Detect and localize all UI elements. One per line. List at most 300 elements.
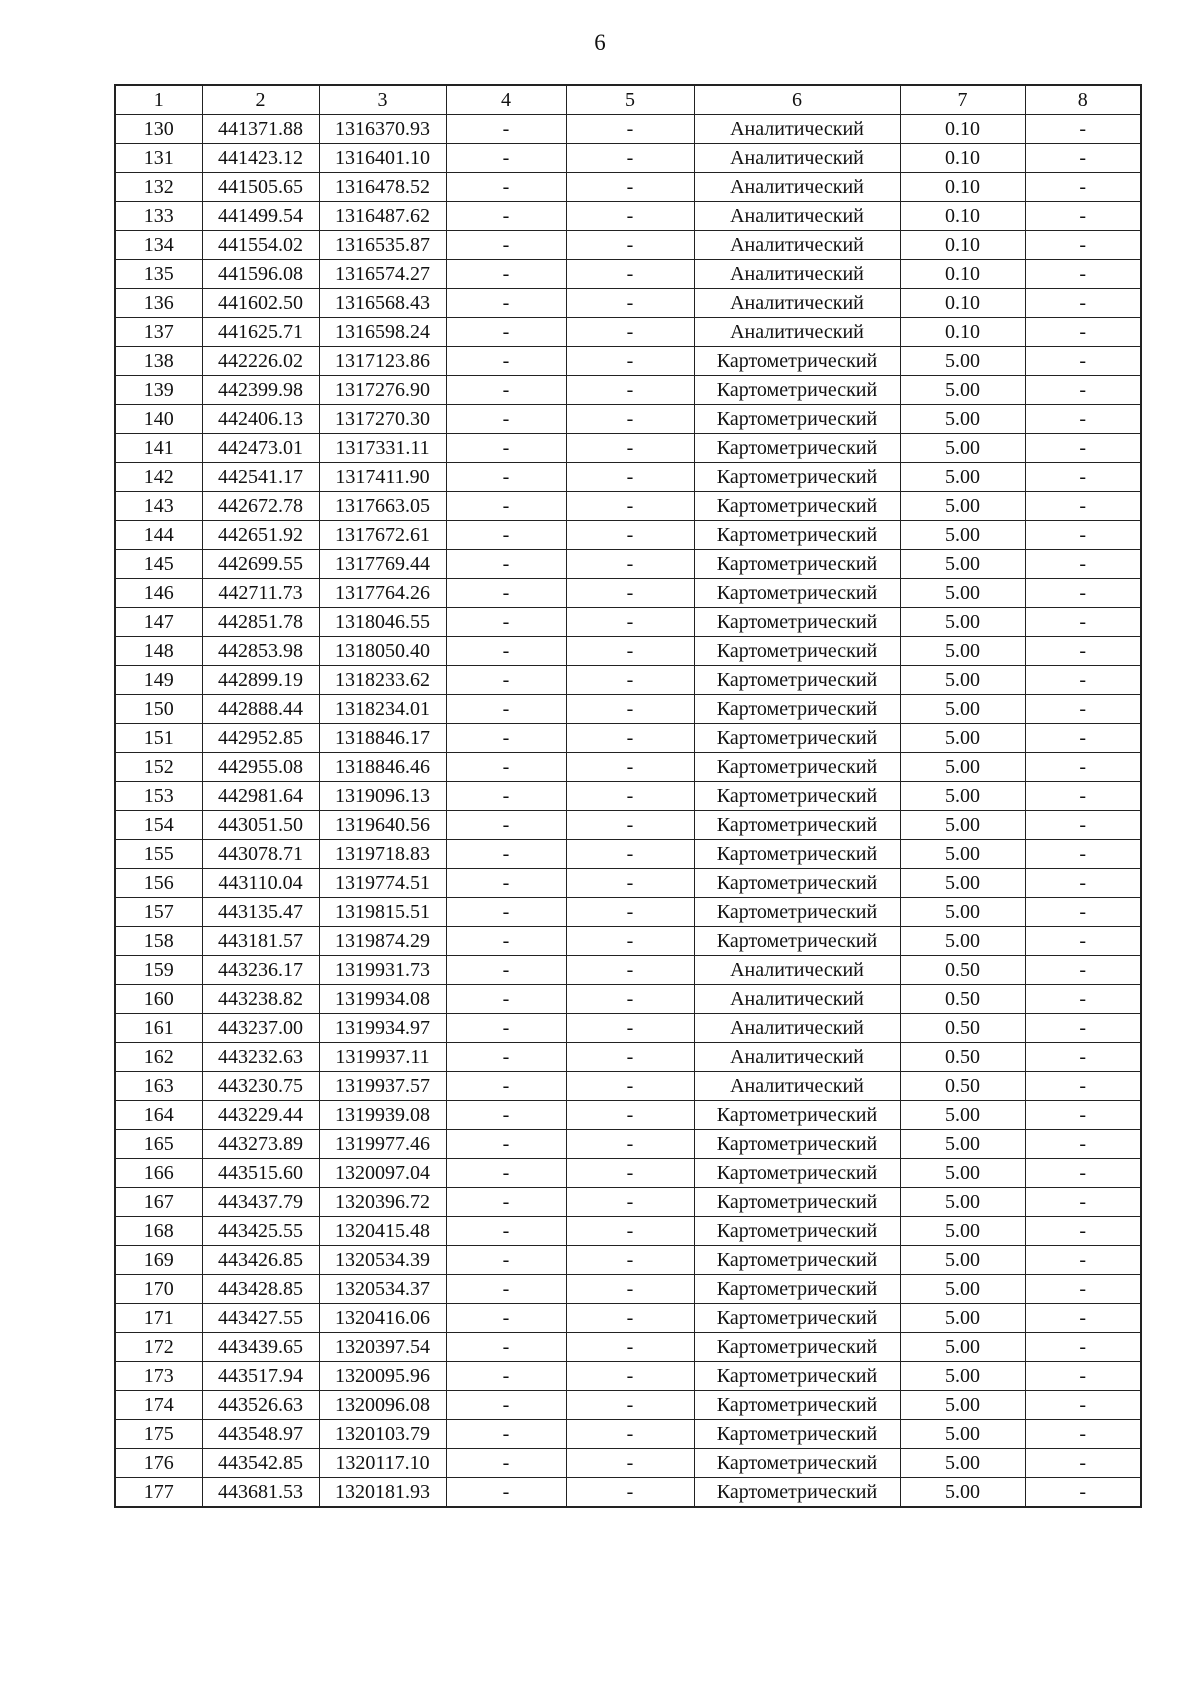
table-cell: 443425.55 [202, 1217, 319, 1246]
column-header-4: 4 [446, 85, 566, 115]
table-cell: - [566, 666, 694, 695]
table-cell: - [446, 434, 566, 463]
table-cell: - [446, 202, 566, 231]
table-cell: - [446, 173, 566, 202]
table-cell: - [1025, 1217, 1141, 1246]
table-cell: Картометрический [694, 376, 900, 405]
table-cell: - [446, 1246, 566, 1275]
table-row [115, 318, 1141, 347]
table-cell: - [446, 1275, 566, 1304]
table-row [115, 1246, 1141, 1275]
table-row [115, 376, 1141, 405]
table-cell: 5.00 [900, 927, 1025, 956]
table-cell: 158 [115, 927, 202, 956]
table-cell: 0.10 [900, 115, 1025, 144]
table-cell: Аналитический [694, 202, 900, 231]
table-cell: 442541.17 [202, 463, 319, 492]
table-cell: 0.50 [900, 956, 1025, 985]
table-cell: 1319774.51 [319, 869, 446, 898]
table-cell: - [446, 347, 566, 376]
table-cell: 443548.97 [202, 1420, 319, 1449]
table-row [115, 666, 1141, 695]
table-cell: - [566, 724, 694, 753]
table-cell: Картометрический [694, 1217, 900, 1246]
table-cell: Аналитический [694, 1014, 900, 1043]
table-row [115, 1043, 1141, 1072]
table-cell: 152 [115, 753, 202, 782]
table-cell: 172 [115, 1333, 202, 1362]
table-cell: 443135.47 [202, 898, 319, 927]
table-cell: - [566, 1246, 694, 1275]
table-cell: - [446, 840, 566, 869]
table-cell: - [1025, 1362, 1141, 1391]
table-row [115, 521, 1141, 550]
table-cell: 157 [115, 898, 202, 927]
table-cell: Картометрический [694, 347, 900, 376]
table-cell: - [566, 434, 694, 463]
table-cell: 136 [115, 289, 202, 318]
table-cell: 5.00 [900, 869, 1025, 898]
table-cell: Аналитический [694, 231, 900, 260]
table-cell: 168 [115, 1217, 202, 1246]
table-row [115, 1420, 1141, 1449]
table-row [115, 1391, 1141, 1420]
table-cell: - [1025, 115, 1141, 144]
table-cell: - [1025, 608, 1141, 637]
table-cell: 443681.53 [202, 1478, 319, 1508]
table-row [115, 1217, 1141, 1246]
table-cell: - [566, 840, 694, 869]
table-row [115, 1188, 1141, 1217]
table-cell: 5.00 [900, 1101, 1025, 1130]
table-row [115, 173, 1141, 202]
table-cell: 441371.88 [202, 115, 319, 144]
table-cell: - [1025, 173, 1141, 202]
table-cell: - [1025, 521, 1141, 550]
table-row [115, 492, 1141, 521]
table-row [115, 231, 1141, 260]
table-cell: - [1025, 1130, 1141, 1159]
table-row [115, 1362, 1141, 1391]
table-cell: 139 [115, 376, 202, 405]
table-cell: 176 [115, 1449, 202, 1478]
table-cell: - [1025, 434, 1141, 463]
table-cell: 441554.02 [202, 231, 319, 260]
table-row [115, 260, 1141, 289]
table-cell: Картометрический [694, 898, 900, 927]
table-cell: 0.10 [900, 289, 1025, 318]
table-row [115, 463, 1141, 492]
table-cell: - [446, 115, 566, 144]
table-row [115, 811, 1141, 840]
table-cell: 1318050.40 [319, 637, 446, 666]
table-cell: Аналитический [694, 260, 900, 289]
table-cell: 149 [115, 666, 202, 695]
table-cell: - [446, 1304, 566, 1333]
table-cell: 130 [115, 115, 202, 144]
table-cell: 1320095.96 [319, 1362, 446, 1391]
table-cell: 1320415.48 [319, 1217, 446, 1246]
table-cell: - [1025, 811, 1141, 840]
table-cell: - [1025, 144, 1141, 173]
table-cell: 1316401.10 [319, 144, 446, 173]
table-cell: Картометрический [694, 492, 900, 521]
table-cell: 155 [115, 840, 202, 869]
table-cell: - [566, 521, 694, 550]
table-cell: - [446, 579, 566, 608]
table-cell: Картометрический [694, 1159, 900, 1188]
table-cell: 443542.85 [202, 1449, 319, 1478]
coordinates-table [114, 84, 1142, 1508]
column-header-7: 7 [900, 85, 1025, 115]
table-cell: - [1025, 579, 1141, 608]
table-cell: - [566, 811, 694, 840]
table-cell: 5.00 [900, 1449, 1025, 1478]
table-cell: 1320103.79 [319, 1420, 446, 1449]
table-cell: 171 [115, 1304, 202, 1333]
table-row [115, 1101, 1141, 1130]
table-cell: - [446, 724, 566, 753]
table-row [115, 579, 1141, 608]
table-cell: - [1025, 666, 1141, 695]
table-cell: Картометрический [694, 1246, 900, 1275]
table-cell: 5.00 [900, 579, 1025, 608]
table-cell: - [566, 1362, 694, 1391]
table-cell: 143 [115, 492, 202, 521]
table-cell: - [1025, 405, 1141, 434]
table-cell: 1316478.52 [319, 173, 446, 202]
table-cell: 443517.94 [202, 1362, 319, 1391]
table-cell: Картометрический [694, 1333, 900, 1362]
table-cell: - [566, 1391, 694, 1420]
table-cell: - [566, 347, 694, 376]
table-cell: - [566, 289, 694, 318]
table-row [115, 637, 1141, 666]
table-cell: - [1025, 202, 1141, 231]
table-row [115, 1072, 1141, 1101]
table-cell: - [446, 637, 566, 666]
table-cell: 5.00 [900, 695, 1025, 724]
table-cell: 1320117.10 [319, 1449, 446, 1478]
table-cell: 1318846.46 [319, 753, 446, 782]
table-cell: Картометрический [694, 1188, 900, 1217]
table-cell: - [446, 1420, 566, 1449]
table-cell: 5.00 [900, 666, 1025, 695]
table-cell: Картометрический [694, 1420, 900, 1449]
table-cell: 5.00 [900, 1420, 1025, 1449]
table-cell: - [1025, 1043, 1141, 1072]
table-cell: 1316598.24 [319, 318, 446, 347]
table-cell: - [566, 1449, 694, 1478]
table-cell: 442672.78 [202, 492, 319, 521]
table-row [115, 1130, 1141, 1159]
table-cell: - [446, 1362, 566, 1391]
table-cell: 1319718.83 [319, 840, 446, 869]
table-cell: 5.00 [900, 463, 1025, 492]
table-cell: - [1025, 1072, 1141, 1101]
table-cell: - [446, 1391, 566, 1420]
table-cell: - [446, 1014, 566, 1043]
column-header-5: 5 [566, 85, 694, 115]
table-cell: 442406.13 [202, 405, 319, 434]
table-cell: - [446, 463, 566, 492]
table-cell: - [566, 1101, 694, 1130]
table-cell: 170 [115, 1275, 202, 1304]
table-cell: 5.00 [900, 376, 1025, 405]
table-cell: Картометрический [694, 1130, 900, 1159]
table-cell: - [1025, 956, 1141, 985]
table-cell: - [566, 956, 694, 985]
table-row [115, 724, 1141, 753]
table-cell: 5.00 [900, 405, 1025, 434]
table-cell: - [566, 1188, 694, 1217]
table-cell: - [566, 492, 694, 521]
table-cell: Картометрический [694, 753, 900, 782]
table-row [115, 753, 1141, 782]
table-cell: 443238.82 [202, 985, 319, 1014]
table-cell: - [566, 927, 694, 956]
table-cell: 1319977.46 [319, 1130, 446, 1159]
table-cell: 1319934.97 [319, 1014, 446, 1043]
table-cell: Аналитический [694, 1043, 900, 1072]
table-cell: - [1025, 463, 1141, 492]
table-cell: - [566, 463, 694, 492]
table-cell: 1317411.90 [319, 463, 446, 492]
table-cell: - [566, 1014, 694, 1043]
table-cell: - [446, 695, 566, 724]
table-cell: - [1025, 289, 1141, 318]
table-cell: - [446, 666, 566, 695]
table-cell: Картометрический [694, 1275, 900, 1304]
table-cell: 151 [115, 724, 202, 753]
table-cell: 159 [115, 956, 202, 985]
table-cell: - [566, 1275, 694, 1304]
table-cell: 5.00 [900, 550, 1025, 579]
table-cell: - [566, 1333, 694, 1362]
table-cell: - [566, 1043, 694, 1072]
table-cell: 441602.50 [202, 289, 319, 318]
table-cell: 443237.00 [202, 1014, 319, 1043]
table-cell: 5.00 [900, 898, 1025, 927]
table-cell: 1318046.55 [319, 608, 446, 637]
table-cell: Картометрический [694, 695, 900, 724]
table-cell: 443229.44 [202, 1101, 319, 1130]
table-cell: Картометрический [694, 840, 900, 869]
table-cell: Аналитический [694, 1072, 900, 1101]
table-cell: 1320534.37 [319, 1275, 446, 1304]
table-row [115, 956, 1141, 985]
table-cell: 145 [115, 550, 202, 579]
table-cell: - [566, 608, 694, 637]
table-cell: 1320534.39 [319, 1246, 446, 1275]
table-cell: 144 [115, 521, 202, 550]
table-cell: 1319937.11 [319, 1043, 446, 1072]
table-cell: - [446, 260, 566, 289]
table-cell: - [1025, 1275, 1141, 1304]
table-cell: 1317672.61 [319, 521, 446, 550]
table-cell: 0.50 [900, 1014, 1025, 1043]
table-cell: - [446, 1188, 566, 1217]
table-cell: - [1025, 724, 1141, 753]
table-cell: 142 [115, 463, 202, 492]
table-cell: 5.00 [900, 1275, 1025, 1304]
table-cell: - [1025, 231, 1141, 260]
column-header-1: 1 [115, 85, 202, 115]
table-cell: 148 [115, 637, 202, 666]
table-cell: - [446, 608, 566, 637]
table-cell: 1316568.43 [319, 289, 446, 318]
table-cell: 137 [115, 318, 202, 347]
table-cell: 442955.08 [202, 753, 319, 782]
table-cell: 1319937.57 [319, 1072, 446, 1101]
table-cell: Картометрический [694, 1362, 900, 1391]
table-cell: - [1025, 1449, 1141, 1478]
table-cell: 1319874.29 [319, 927, 446, 956]
table-cell: 5.00 [900, 1333, 1025, 1362]
table-cell: - [1025, 376, 1141, 405]
table-cell: - [446, 1072, 566, 1101]
table-cell: 1319640.56 [319, 811, 446, 840]
table-cell: 166 [115, 1159, 202, 1188]
table-cell: 443236.17 [202, 956, 319, 985]
table-cell: 443428.85 [202, 1275, 319, 1304]
table-cell: 441596.08 [202, 260, 319, 289]
table-cell: 443230.75 [202, 1072, 319, 1101]
table-cell: 5.00 [900, 521, 1025, 550]
table-cell: 5.00 [900, 782, 1025, 811]
table-cell: 441625.71 [202, 318, 319, 347]
table-cell: 1320181.93 [319, 1478, 446, 1508]
table-cell: - [446, 811, 566, 840]
table-cell: - [446, 318, 566, 347]
table-cell: 5.00 [900, 724, 1025, 753]
table-cell: 1320397.54 [319, 1333, 446, 1362]
table-cell: 1317331.11 [319, 434, 446, 463]
table-cell: 443110.04 [202, 869, 319, 898]
table-row [115, 840, 1141, 869]
table-cell: 165 [115, 1130, 202, 1159]
table-cell: - [446, 1101, 566, 1130]
table-cell: 443439.65 [202, 1333, 319, 1362]
table-row [115, 1333, 1141, 1362]
table-cell: - [446, 782, 566, 811]
table-cell: - [566, 318, 694, 347]
table-cell: Картометрический [694, 1391, 900, 1420]
table-cell: 1320096.08 [319, 1391, 446, 1420]
table-cell: - [566, 1304, 694, 1333]
table-cell: - [1025, 550, 1141, 579]
table-row [115, 869, 1141, 898]
table-cell: - [566, 260, 694, 289]
table-cell: 1319096.13 [319, 782, 446, 811]
table-cell: 5.00 [900, 434, 1025, 463]
column-header-6: 6 [694, 85, 900, 115]
table-cell: - [566, 1217, 694, 1246]
table-row [115, 608, 1141, 637]
table-cell: 441499.54 [202, 202, 319, 231]
table-cell: 1319934.08 [319, 985, 446, 1014]
table-cell: 140 [115, 405, 202, 434]
table-cell: 167 [115, 1188, 202, 1217]
table-cell: - [446, 1478, 566, 1508]
table-cell: 441423.12 [202, 144, 319, 173]
table-cell: - [1025, 1478, 1141, 1508]
table-cell: 442899.19 [202, 666, 319, 695]
table-cell: - [566, 1420, 694, 1449]
table-cell: - [566, 202, 694, 231]
table-cell: - [566, 231, 694, 260]
table-cell: - [446, 1159, 566, 1188]
table-row [115, 1275, 1141, 1304]
table-cell: Аналитический [694, 115, 900, 144]
table-cell: 1319939.08 [319, 1101, 446, 1130]
table-cell: - [1025, 1101, 1141, 1130]
table-cell: 5.00 [900, 1130, 1025, 1159]
table-cell: 443232.63 [202, 1043, 319, 1072]
table-cell: 5.00 [900, 753, 1025, 782]
table-cell: 0.10 [900, 260, 1025, 289]
table-cell: 0.10 [900, 318, 1025, 347]
table-cell: 5.00 [900, 637, 1025, 666]
table-row [115, 144, 1141, 173]
table-cell: 5.00 [900, 492, 1025, 521]
table-row [115, 434, 1141, 463]
table-cell: - [1025, 753, 1141, 782]
table-cell: Аналитический [694, 289, 900, 318]
table-cell: 442888.44 [202, 695, 319, 724]
table-row [115, 405, 1141, 434]
table-cell: 169 [115, 1246, 202, 1275]
table-cell: - [566, 115, 694, 144]
table-cell: - [1025, 782, 1141, 811]
table-header [115, 85, 1141, 115]
table-cell: 177 [115, 1478, 202, 1508]
page-number: 6 [594, 30, 606, 55]
table-cell: 442851.78 [202, 608, 319, 637]
table-cell: - [446, 956, 566, 985]
header-row [115, 85, 1141, 115]
table-cell: 5.00 [900, 347, 1025, 376]
table-cell: 443273.89 [202, 1130, 319, 1159]
table-cell: - [1025, 637, 1141, 666]
table-cell: - [1025, 985, 1141, 1014]
table-cell: - [446, 144, 566, 173]
table-cell: 1317123.86 [319, 347, 446, 376]
table-cell: - [446, 898, 566, 927]
table-cell: - [566, 405, 694, 434]
table-cell: 0.50 [900, 1043, 1025, 1072]
table-cell: - [566, 173, 694, 202]
table-cell: 162 [115, 1043, 202, 1072]
table-cell: - [1025, 1014, 1141, 1043]
table-cell: 443437.79 [202, 1188, 319, 1217]
table-cell: - [1025, 1159, 1141, 1188]
table-cell: 5.00 [900, 608, 1025, 637]
table-cell: 0.10 [900, 173, 1025, 202]
table-cell: - [446, 550, 566, 579]
table-cell: Картометрический [694, 1101, 900, 1130]
table-cell: - [446, 869, 566, 898]
table-cell: 0.50 [900, 1072, 1025, 1101]
table-cell: - [446, 927, 566, 956]
table-cell: - [1025, 1420, 1141, 1449]
table-cell: 442473.01 [202, 434, 319, 463]
table-cell: Картометрический [694, 782, 900, 811]
table-cell: 1319931.73 [319, 956, 446, 985]
table-cell: Аналитический [694, 318, 900, 347]
table-cell: - [566, 1072, 694, 1101]
table-cell: 163 [115, 1072, 202, 1101]
